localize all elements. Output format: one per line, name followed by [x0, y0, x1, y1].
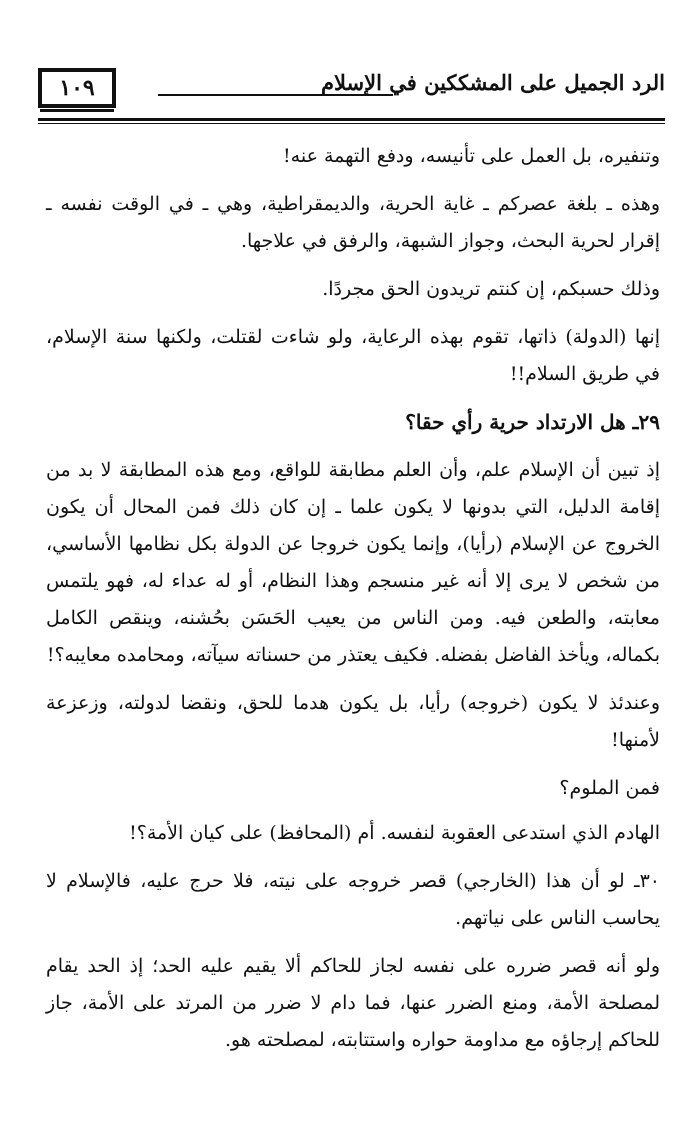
book-title: الرد الجميل على المشككين في الإسلام — [321, 70, 665, 95]
header-rule-thin — [38, 123, 665, 124]
paragraph: إنها (الدولة) ذاتها، تقوم بهذه الرعاية، ولو شاءت لقتلت، ولكنها سنة الإسلام، في طريق السلام!! — [46, 326, 660, 385]
paragraph: وتنفيره، بل العمل على تأنيسه، ودفع التهمة عنه! — [283, 145, 660, 167]
running-header — [38, 68, 665, 118]
paragraph: إذ تبين أن الإسلام علم، وأن العلم مطابقة للواقع، ومع هذه المطابقة لا بد من إقامة الدليل، التي بدونها لا يكون علما ـ إن كان ذلك فمن المحال أن يكون الخروج عن الإسلام (رأيا)، وإنما يكون خروجا عن الدولة بكل نظامها الأساسي، من شخص لا يرى إلا أنه غير منسجم وهذا النظام، أو له عداء له، فهو يلتمس معابته، والطعن فيه. ومن الناس من يعيب الحَسَن بحُشنه، وينقص الكامل بكماله، ويأخذ الفاضل بفضله. فكيف يعتذر من حسناته سيآته، ومحامده معايبه؟! — [46, 459, 660, 666]
header-rule-thick — [38, 118, 665, 121]
page-number-box — [38, 68, 116, 108]
paragraph: ولو أنه قصر ضرره على نفسه لجاز للحاكم ألا يقيم عليه الحد؛ إذ الحد يقام لمصلحة الأمة، ومنع الضرر عنها، فما دام لا ضرر من المرتد على الأمة، جاز للحاكم إرجاؤه مع مداومة حواره واستتابته، لمصلحته هو. — [46, 955, 660, 1051]
paragraph: فمن الملوم؟ — [559, 777, 660, 799]
section-heading: ٢٩ـ هل الارتداد حرية رأي حقا؟ — [405, 410, 660, 434]
paragraph: الهادم الذي استدعى العقوبة لنفسه. أم (المحافظ) على كيان الأمة؟! — [129, 822, 660, 844]
paragraph: وهذه ـ بلغة عصركم ـ غاية الحرية، والديمقراطية، وهي ـ في الوقت نفسه ـ إقرار لحرية البحث، وجواز الشبهة، والرفق في علاجها. — [46, 193, 660, 252]
paragraph: وذلك حسبكم، إن كنتم تريدون الحق مجردًا. — [322, 278, 660, 300]
paragraph: وعندئذ لا يكون (خروجه) رأيا، بل يكون هدما للحق، ونقضا لدولته، وزعزعة لأمنها! — [46, 692, 660, 751]
page-body — [46, 138, 660, 1070]
page-number: ١٠٩ — [59, 75, 95, 101]
numbered-paragraph: ٣٠ـ لو أن هذا (الخارجي) قصر خروجه على نيته، فلا حرج عليه، فالإسلام لا يحاسب الناس على نياتهم. — [46, 870, 660, 929]
